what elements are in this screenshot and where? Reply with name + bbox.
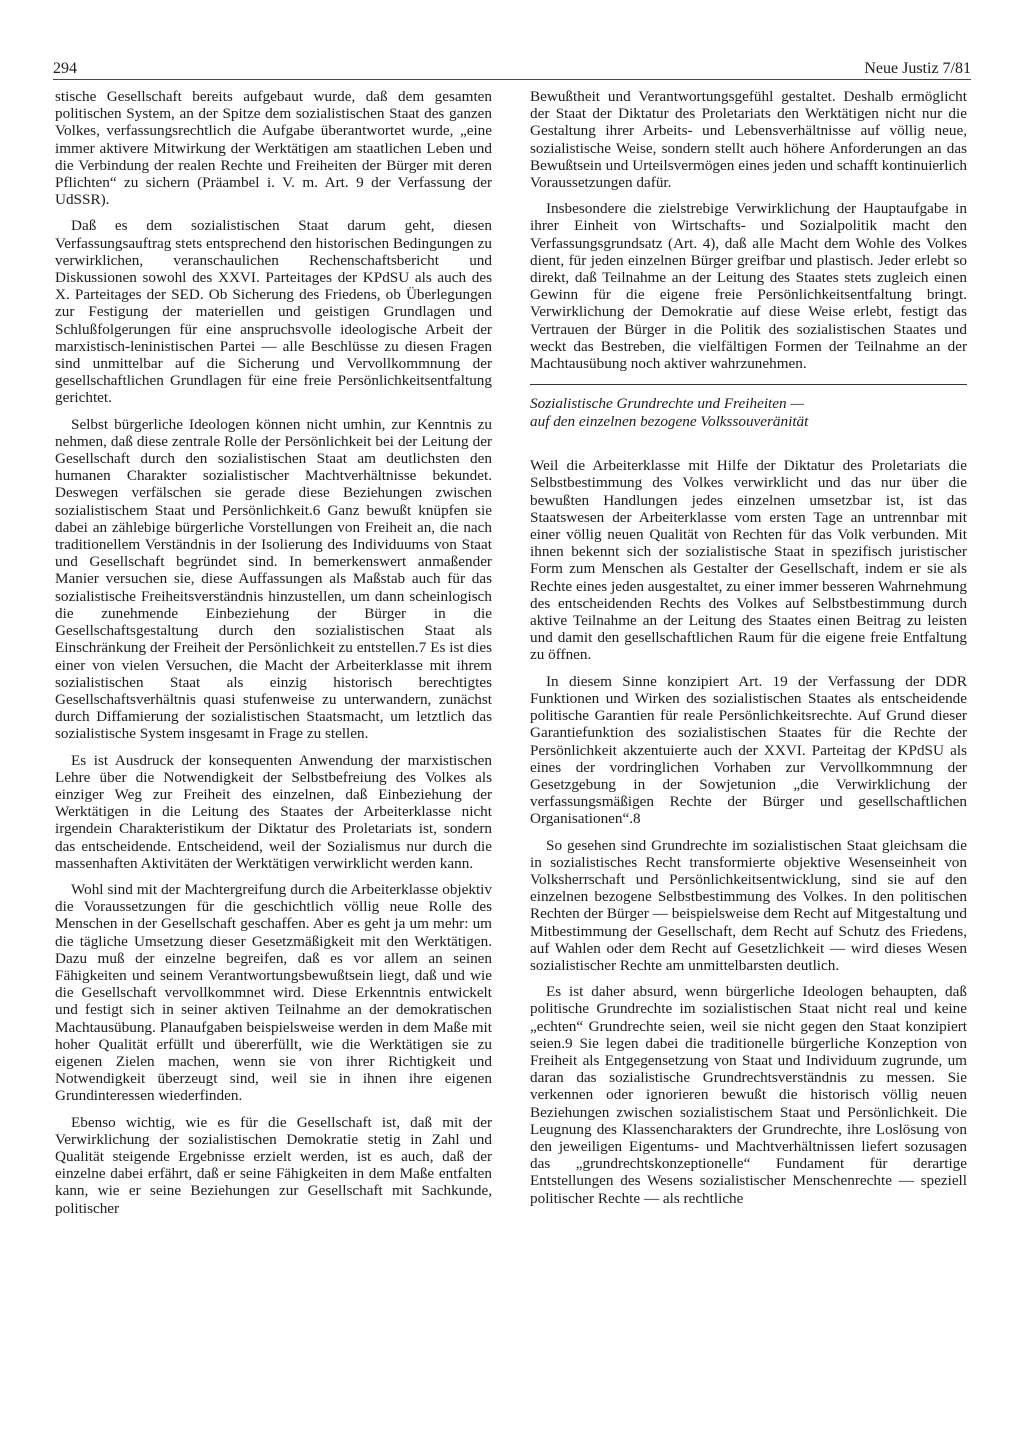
paragraph: Weil die Arbeiterklasse mit Hilfe der Diktatur des Proletariats die Selbstbestimmung des Volkes verwirklicht und das nur über die bewußten Handlungen jedes einzelnen umsetzbar ist, ist das Staatswesen der Arbeiterklasse vom ersten Tage an untrennbar mit einer völlig neuen Qualität von Rechten für das Volk verbunden. Mit ihnen bekennt sich der sozialistische Staat in spezifisch juristischer Form zum Menschen als Gestalter der Gesellschaft, indem er sie als Rechte eines jeden ausgestaltet, zu einer immer besseren Wahrnehmung des entscheidenden Rechts des Volkes auf Selbstbestimmung durch aktive Teilnahme an der Leitung des Staates einen Beitrag zu leisten und damit den gesellschaftlichen Raum für die eigene freie Entfaltung zu öffnen.: [530, 457, 967, 664]
paragraph: In diesem Sinne konzipiert Art. 19 der Verfassung der DDR Funktionen und Wirken des sozialistischen Staates als entscheidende politische Garantien für reale Persönlichkeitsrechte. Auf Grund dieser Garantiefunktion des sozialistischen Staates für die Rechte der Persönlichkeit akzentuierte auch der XXVI. Parteitag der KPdSU als eines der vordringlichen Vorhaben zur Vervollkommnung der Gesetzgebung in der Sowjetunion „die Verwirklichung der verfassungsmäßigen Rechte der Bürger und gesellschaftlichen Organisationen“.8: [530, 672, 967, 828]
left-column: [55, 88, 492, 1226]
paragraph: So gesehen sind Grundrechte im sozialistischen Staat gleichsam die in sozialistisches Recht transformierte objektive Wesenseinheit von Volksherrschaft und Persönlichkeitsentwicklung, sind sie auf den einzelnen bezogene Selbstbestimmung des Volkes. In den politischen Rechten der Bürger — beispielsweise dem Recht auf Mitgestaltung und Mitbestimmung der Gesellschaft, dem Recht auf Schutz des Friedens, auf Wahlen oder dem Recht auf Gesetzlichkeit — wird dieses Wesen sozialistischer Rechte am unmittelbarsten deutlich.: [530, 836, 967, 974]
page-header: [53, 60, 971, 80]
paragraph: stische Gesellschaft bereits aufgebaut wurde, daß dem gesamten politischen System, an der Spitze dem sozialistischen Staat des ganzen Volkes, verfassungsrechtlich die Aufgabe überantwortet wurde, „eine immer aktivere Mitwirkung der Werktätigen am staatlichen Leben und die Verbindung der realen Rechte und Freiheiten der Bürger mit deren Pflichten“ zu sichern (Präambel i. V. m. Art. 9 der Verfassung der UdSSR).: [55, 88, 492, 209]
section-heading-line: auf den einzelnen bezogene Volkssouveränität: [530, 413, 809, 431]
right-column: [530, 88, 967, 1216]
section-heading: [530, 395, 967, 431]
paragraph: Es ist Ausdruck der konsequenten Anwendung der marxistischen Lehre über die Notwendigkeit der Selbstbefreiung des Volkes als einziger Weg zur Freiheit des einzelnen, daß Einbeziehung der Werktätigen in die Leitung des Staates der Arbeiterklasse nicht irgendein Charakteristikum der Diktatur des Proletariats ist, sondern das entscheidende. Entscheidend, weil der Sozialismus nur durch die massenhaften Aktivitäten der Werktätigen verwirklicht werden kann.: [55, 751, 492, 872]
paragraph: Wohl sind mit der Machtergreifung durch die Arbeiterklasse objektiv die Voraussetzungen für die geschichtlich völlig neue Rolle des Menschen in der Gesellschaft geschaffen. Aber es geht ja um mehr: um die tägliche Umsetzung dieser Gesetzmäßigkeit mit den Werktätigen. Dazu muß der einzelne begreifen, daß es vor allem an seinen Fähigkeiten und seinem Verantwortungsbewußtsein liegt, daß und wie die Gesellschaft vervollkommnet wird. Diese Erkenntnis entwickelt und festigt sich in seiner aktiven Teilnahme an der demokratischen Machtausübung. Planaufgaben beispielsweise werden in dem Maße mit hoher Qualität erfüllt und übererfüllt, wie die Werktätigen sie zu eigenen Zielen machen, wenn sie von ihrer Richtigkeit und Notwendigkeit überzeugt sind, weil sie in ihnen ihre eigenen Grundinteressen wiederfinden.: [55, 880, 492, 1105]
paragraph: Ebenso wichtig, wie es für die Gesellschaft ist, daß mit der Verwirklichung der sozialistischen Demokratie stetig in Zahl und Qualität steigende Ergebnisse erzielt werden, ist es auch, daß der einzelne dabei erfährt, daß er seine Fähigkeiten in dem Maße entfalten kann, wie er seine Beziehungen zur Gesellschaft mit Sachkunde, politischer: [55, 1113, 492, 1217]
section-divider: [530, 384, 967, 385]
paragraph: Bewußtheit und Verantwortungsgefühl gestaltet. Deshalb ermöglicht der Staat der Diktatur des Proletariats den Werktätigen nicht nur die Gestaltung ihrer Arbeits- und Lebensverhältnisse auf völlig neue, sozialistische Weise, sondern stellt auch höhere Anforderungen an das Bewußtsein und Urteilsvermögen eines jeden und schafft kontinuierlich Voraussetzungen dafür.: [530, 88, 967, 192]
header-rule: [53, 79, 971, 80]
paragraph: Insbesondere die zielstrebige Verwirklichung der Hauptaufgabe in ihrer Einheit von Wirtschafts- und Sozialpolitik macht den Verfassungsgrundsatz (Art. 4), daß alle Macht dem Wohle des Volkes dient, für jeden einzelnen Bürger greifbar und plastisch. Jeder erlebt so direkt, daß Teilnahme an der Leitung des Staates stets zugleich einen Gewinn für die eigene freie Persönlichkeitsentfaltung bringt. Verwirklichung der Demokratie auf diese Weise erlebt, festigt das Vertrauen der Bürger in die Politik des sozialistischen Staates und weckt das Bestreben, die vielfältigen Formen der Teilnahme an der Machtausübung noch aktiver wahrzunehmen.: [530, 200, 967, 373]
page-number: 294: [53, 60, 77, 77]
section-heading-line: Sozialistische Grundrechte und Freiheiten —: [530, 395, 804, 413]
paragraph: Daß es dem sozialistischen Staat darum geht, diesen Verfassungsauftrag stets entsprechend den historischen Bedingungen zu verwirklichen, veranschaulichen Rechenschaftsbericht und Diskussionen sowohl des XXVI. Parteitages der KPdSU als auch des X. Parteitages der SED. Ob Sicherung des Friedens, ob Überlegungen zur Festigung der materiellen und geistigen Grundlagen und Schlußfolgerungen für eine anspruchsvolle ideologische Arbeit der marxistisch-leninistischen Partei — alle Beschlüsse zu diesen Fragen sind unmittelbar auf die Sicherung und Vervollkommnung der gesellschaftlichen Grundlagen für eine freie Persönlichkeitsentfaltung gerichtet.: [55, 217, 492, 407]
running-head: Neue Justiz 7/81: [864, 60, 971, 77]
paragraph: Es ist daher absurd, wenn bürgerliche Ideologen behaupten, daß politische Grundrechte im sozialistischen Staat nicht real und keine „echten“ Grundrechte seien, weil sie nicht gegen den Staat konzipiert seien.9 Sie legen dabei die traditionelle bürgerliche Konzeption von Freiheit als Entgegensetzung von Staat und Individuum zugrunde, um daran das sozialistische Grundrechtsverständnis zu messen. Sie verkennen oder ignorieren bewußt die historisch völlig neuen Beziehungen zwischen sozialistischem Staat und Persönlichkeit. Die Leugnung des Klassencharakters der Grundrechte, ihre Loslösung von den jeweiligen Eigentums- und Machtverhältnissen liefert sozusagen das „grundrechtskonzeptionelle“ Fundament für derartige Entstellungen des Wesens sozialistischer Menschenrechte — speziell politischer Rechte — als rechtliche: [530, 983, 967, 1207]
paragraph: Selbst bürgerliche Ideologen können nicht umhin, zur Kenntnis zu nehmen, daß diese zentrale Rolle der Persönlichkeit bei der Leitung der Gesellschaft durch den sozialistischen Staat am deutlichsten den humanen Charakter sozialistischer Machtverhältnisse bekundet. Deswegen verfälschen sie gerade diese Beziehungen zwischen sozialistischem Staat und Persönlichkeit.6 Ganz bewußt knüpfen sie dabei an zählebige bürgerliche Vorstellungen von Freiheit an, die nach traditionellem Verständnis in der Isolierung des Individuums von Staat und Gesellschaft begründet sind. In bemerkenswert anmaßender Manier versuchen sie, diese Auffassungen als Maßstab auch für das sozialistische Freiheitsverständnis hinzustellen, um dann scheinlogisch die zunehmende Einbeziehung der Bürger in die Gesellschaftsgestaltung durch den sozialistischen Staat als Einschränkung der Freiheit der Persönlichkeit zu entstellen.7 Es ist dies einer von vielen Versuchen, die Macht der Arbeiterklasse mit ihrem sozialistischen Staat als einzig historisch berechtigtes Gesellschaftsverhältnis quasi stufenweise zu unterwandern, zunächst durch Diffamierung der sozialistischen Staatsmacht, um letztlich das sozialistische System insgesamt in Frage zu stellen.: [55, 415, 492, 743]
